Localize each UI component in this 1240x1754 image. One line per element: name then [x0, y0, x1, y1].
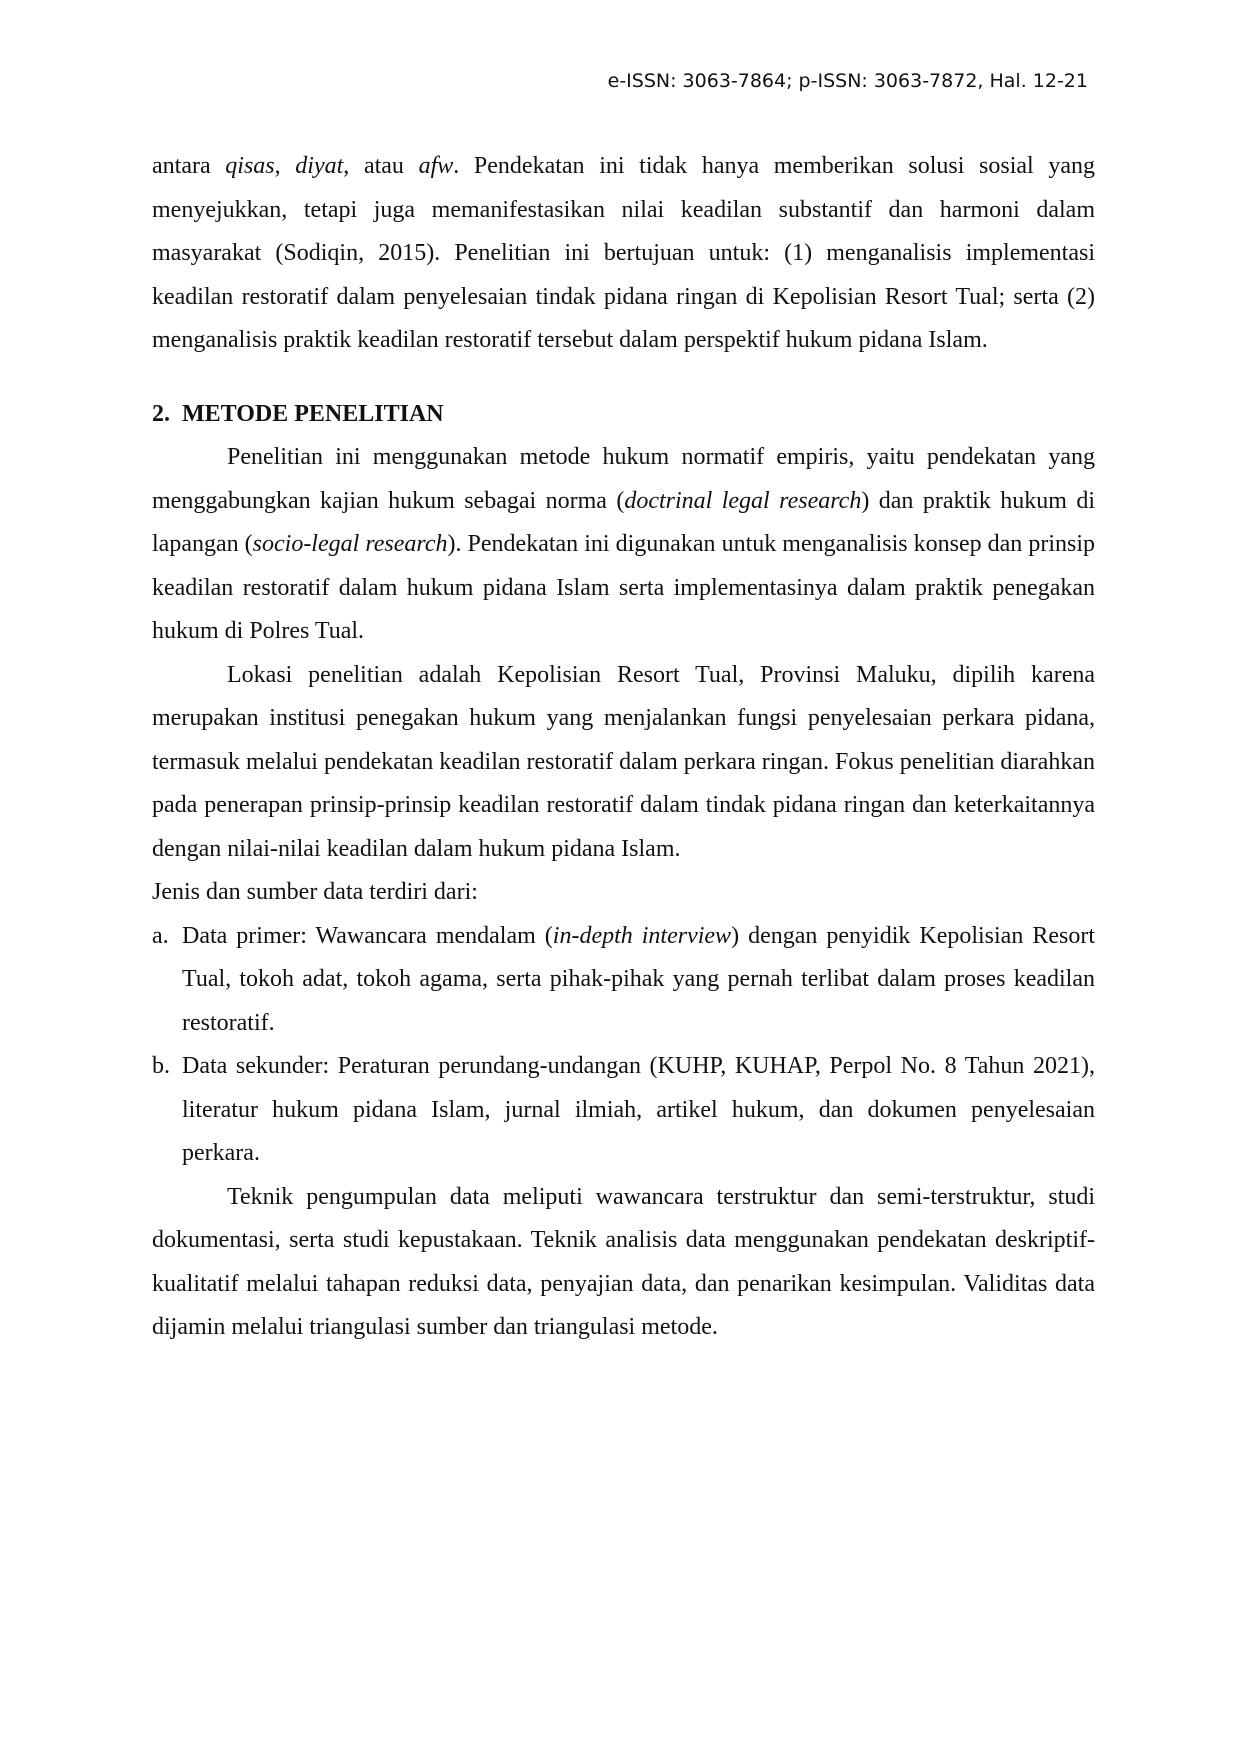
list-item-data-primer [152, 915, 1095, 1046]
text-span: ) dan praktik hukum di lapangan ( [152, 487, 1095, 557]
text-span: ) dengan penyidik Kepolisian Resort Tual, tokoh adat, tokoh agama, serta pihak-pihak yang pernah terlibat dalam proses keadilan restoratif. [182, 922, 1095, 1036]
italic-term-socio-legal: socio-legal research [252, 531, 448, 557]
italic-term-afw: afw [418, 153, 454, 179]
text-span: antara [152, 153, 226, 179]
text-span: Data sekunder: Peraturan perundang-undangan (KUHP, KUHAP, Perpol No. 8 Tahun 2021), literatur hukum pidana Islam, jurnal ilmiah, artikel hukum, dan dokumen penyelesaian perkara. [182, 1053, 1095, 1166]
journal-header-issn: e-ISSN: 3063-7864; p-ISSN: 3063-7872, Hal. 12-21 [607, 70, 1088, 92]
text-span: . Pendekatan ini tidak hanya memberikan solusi sosial yang menyejukkan, tetapi juga memanifestasikan nilai keadilan substantif dan harmoni dalam masyarakat (Sodiqin, 2015). Penelitian ini bertujuan untuk: (1) menganalisis implementasi keadilan restoratif dalam penyelesaian tindak pidana ringan di Kepolisian Resort Tual; serta (2) menganalisis praktik keadilan restoratif tersebut dalam perspektif hukum pidana Islam. [152, 153, 1096, 353]
text-span: , [274, 153, 296, 179]
section-number: 2. [152, 400, 170, 427]
section-heading-metode-penelitian [152, 393, 1095, 437]
body-text [152, 145, 1095, 1350]
italic-term-doctrinal: doctrinal legal research [624, 487, 862, 514]
list-marker: b. [152, 1053, 170, 1079]
data-source-list [152, 915, 1095, 1176]
italic-term-qisas: qisas [225, 153, 275, 179]
text-span: Data primer: Wawancara mendalam ( [182, 922, 553, 949]
italic-term-diyat: diyat [295, 153, 344, 179]
paragraph-teknik: Teknik pengumpulan data meliputi wawancara terstruktur dan semi-terstruktur, studi dokumentasi, serta studi kepustakaan. Teknik analisis data menggunakan pendekatan deskriptif-kualitatif melalui tahapan reduksi data, penyajian data, dan penarikan kesimpulan. Validitas data dijamin melalui triangulasi sumber dan triangulasi metode. [152, 1183, 1095, 1340]
section-title: METODE PENELITIAN [182, 400, 444, 427]
list-item-data-sekunder [152, 1045, 1095, 1176]
text-span: , atau [343, 153, 419, 179]
paragraph-intro-continuation [152, 145, 1095, 363]
list-marker: a. [152, 922, 169, 949]
text-span: ). Pendekatan ini digunakan untuk menganalisis konsep dan prinsip keadilan restoratif dalam hukum pidana Islam serta implementasinya dalam praktik penegakan hukum di Polres Tual. [152, 531, 1095, 644]
paragraph-lokasi: Lokasi penelitian adalah Kepolisian Resort Tual, Provinsi Maluku, dipilih karena merupakan institusi penegakan hukum yang menjalankan fungsi penyelesaian perkara pidana, termasuk melalui pendekatan keadilan restoratif dalam perkara ringan. Fokus penelitian diarahkan pada penerapan prinsip-prinsip keadilan restoratif dalam tindak pidana ringan dan keterkaitannya dengan nilai-nilai keadilan dalam hukum pidana Islam. [152, 661, 1095, 862]
paragraph-metode [152, 436, 1095, 654]
text-span: Penelitian ini menggunakan metode hukum normatif empiris, yaitu pendekatan yang menggabungkan kajian hukum sebagai norma ( [152, 444, 1095, 514]
italic-term-in-depth-interview: in-depth interview [552, 922, 732, 949]
paragraph-jenis-data: Jenis dan sumber data terdiri dari: [152, 879, 478, 905]
